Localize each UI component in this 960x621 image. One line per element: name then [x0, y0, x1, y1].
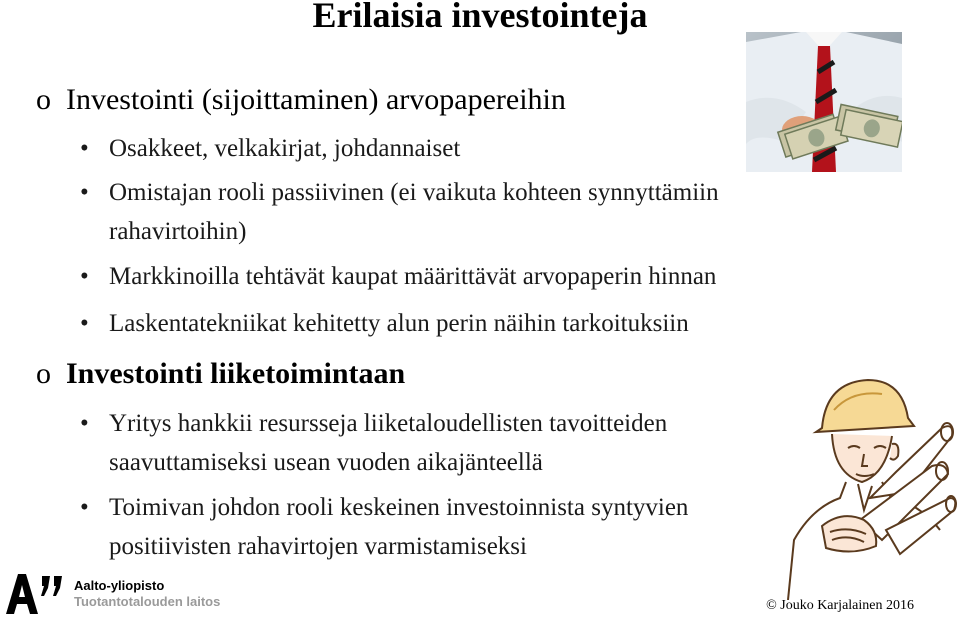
bullet-marker: •: [80, 310, 89, 337]
bullet-marker: •: [80, 263, 89, 290]
copyright: © Jouko Karjalainen 2016: [766, 598, 914, 613]
organization-name: Aalto-yliopisto: [74, 578, 165, 593]
bullet-text: rahavirtoihin): [109, 218, 247, 245]
organization-block: [74, 578, 220, 610]
section-heading: Investointi (sijoittaminen) arvopapereihin: [66, 83, 566, 116]
bullet-marker: •: [80, 179, 89, 206]
aalto-logo: [4, 572, 64, 621]
bullet-marker: •: [80, 135, 89, 162]
bullet-text: Markkinoilla tehtävät kaupat määrittävät arvopaperin hinnan: [109, 263, 717, 290]
bullet-text: Osakkeet, velkakirjat, johdannaiset: [109, 135, 461, 162]
bullet-text: Toimivan johdon rooli keskeinen investoinnista syntyvien: [109, 494, 689, 521]
bullet-text: Yritys hankkii resursseja liiketaloudellisten tavoitteiden: [109, 410, 668, 437]
section-marker: o: [36, 83, 51, 116]
bullet-marker: •: [80, 494, 89, 521]
bullet-text: Omistajan rooli passiivinen (ei vaikuta kohteen synnyttämiin: [109, 179, 719, 206]
bullet-text: Laskentatekniikat kehitetty alun perin näihin tarkoituksiin: [109, 310, 689, 337]
businessman-cash-photo: [746, 32, 902, 172]
section-marker: o: [36, 357, 51, 390]
department-name: Tuotantotalouden laitos: [74, 594, 221, 609]
bullet-marker: •: [80, 410, 89, 437]
section-heading: Investointi liiketoimintaan: [66, 357, 406, 390]
bullet-text: positiivisten rahavirtojen varmistamiseksi: [109, 533, 527, 560]
engineer-clipart: [782, 370, 958, 600]
bullet-text: saavuttamiseksi usean vuoden aikajänteellä: [109, 449, 543, 476]
slide-title: Erilaisia investointeja: [312, 0, 648, 35]
